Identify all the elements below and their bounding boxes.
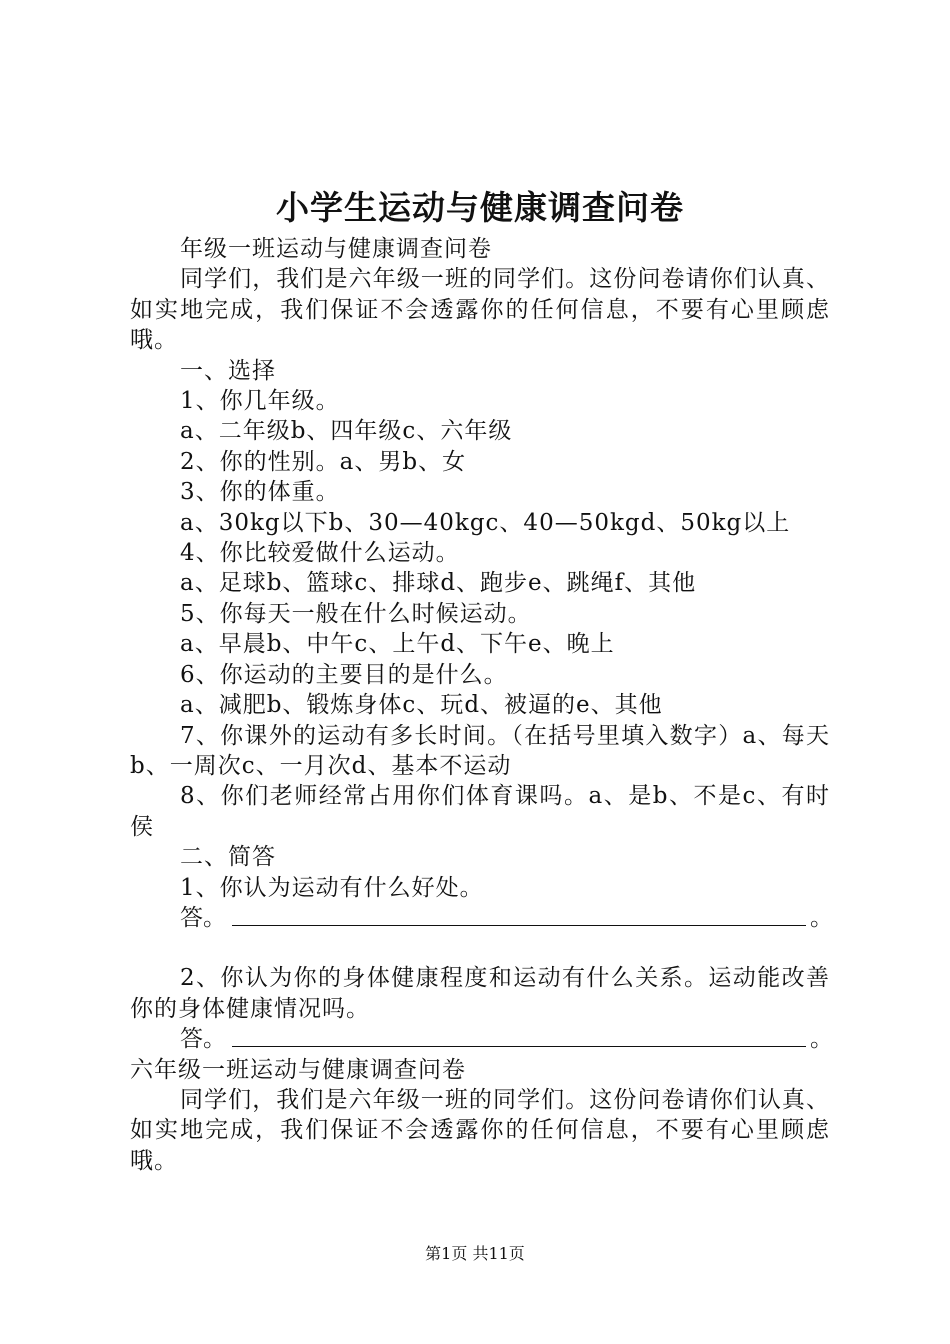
question-7: 7、你课外的运动有多长时间。（在括号里填入数字）a、每天b、一周次c、一月次d、基本不运动 bbox=[130, 722, 830, 779]
question-1-options: a、二年级b、四年级c、六年级 bbox=[180, 418, 513, 445]
document-body bbox=[130, 234, 833, 1176]
short-question-2: 2、你认为你的身体健康程度和运动有什么关系。运动能改善你的身体健康情况吗。 bbox=[130, 965, 830, 1022]
question-5: 5、你每天一般在什么时候运动。 bbox=[180, 600, 532, 627]
question-4-options: a、足球b、篮球c、排球d、跑步e、跳绳f、其他 bbox=[180, 570, 697, 597]
answer-end-mark: 。 bbox=[810, 904, 833, 931]
question-6-options: a、减肥b、锻炼身体c、玩d、被逼的e、其他 bbox=[180, 692, 663, 719]
answer-label: 答。 bbox=[180, 904, 226, 931]
question-3: 3、你的体重。 bbox=[180, 479, 340, 506]
answer-blank-line bbox=[232, 1046, 806, 1047]
question-6: 6、你运动的主要目的是什么。 bbox=[180, 661, 508, 688]
question-4: 4、你比较爱做什么运动。 bbox=[180, 540, 460, 567]
survey-subtitle-repeat: 六年级一班运动与健康调查问卷 bbox=[130, 1056, 466, 1083]
document-title: 小学生运动与健康调查问卷 bbox=[276, 188, 684, 227]
answer-row-1 bbox=[130, 903, 833, 933]
intro-paragraph-repeat: 同学们，我们是六年级一班的同学们。这份问卷请你们认真、如实地完成，我们保证不会透露你的任何信息，不要有心里顾虑哦。 bbox=[130, 1086, 830, 1174]
section-choice-heading: 一、选择 bbox=[180, 357, 276, 384]
question-3-options: a、30kg以下b、30—40kgc、40—50kgd、50kg以上 bbox=[180, 509, 791, 536]
question-5-options: a、早晨b、中午c、上午d、下午e、晚上 bbox=[180, 631, 615, 658]
section-short-answer-heading: 二、简答 bbox=[180, 844, 276, 871]
answer-blank-line bbox=[232, 925, 806, 926]
question-8: 8、你们老师经常占用你们体育课吗。a、是b、不是c、有时侯 bbox=[130, 783, 830, 840]
answer-end-mark: 。 bbox=[810, 1026, 833, 1053]
spacer bbox=[130, 933, 830, 963]
question-1: 1、你几年级。 bbox=[180, 388, 340, 415]
page-footer: 第1页 共11页 bbox=[425, 1244, 525, 1263]
intro-paragraph: 同学们，我们是六年级一班的同学们。这份问卷请你们认真、如实地完成，我们保证不会透露你的任何信息，不要有心里顾虑哦。 bbox=[130, 266, 830, 354]
question-2: 2、你的性别。a、男b、女 bbox=[180, 448, 467, 475]
survey-subtitle: 年级一班运动与健康调查问卷 bbox=[180, 236, 492, 262]
short-question-1: 1、你认为运动有什么好处。 bbox=[180, 874, 484, 901]
answer-label: 答。 bbox=[180, 1026, 226, 1053]
answer-row-2 bbox=[130, 1024, 833, 1054]
